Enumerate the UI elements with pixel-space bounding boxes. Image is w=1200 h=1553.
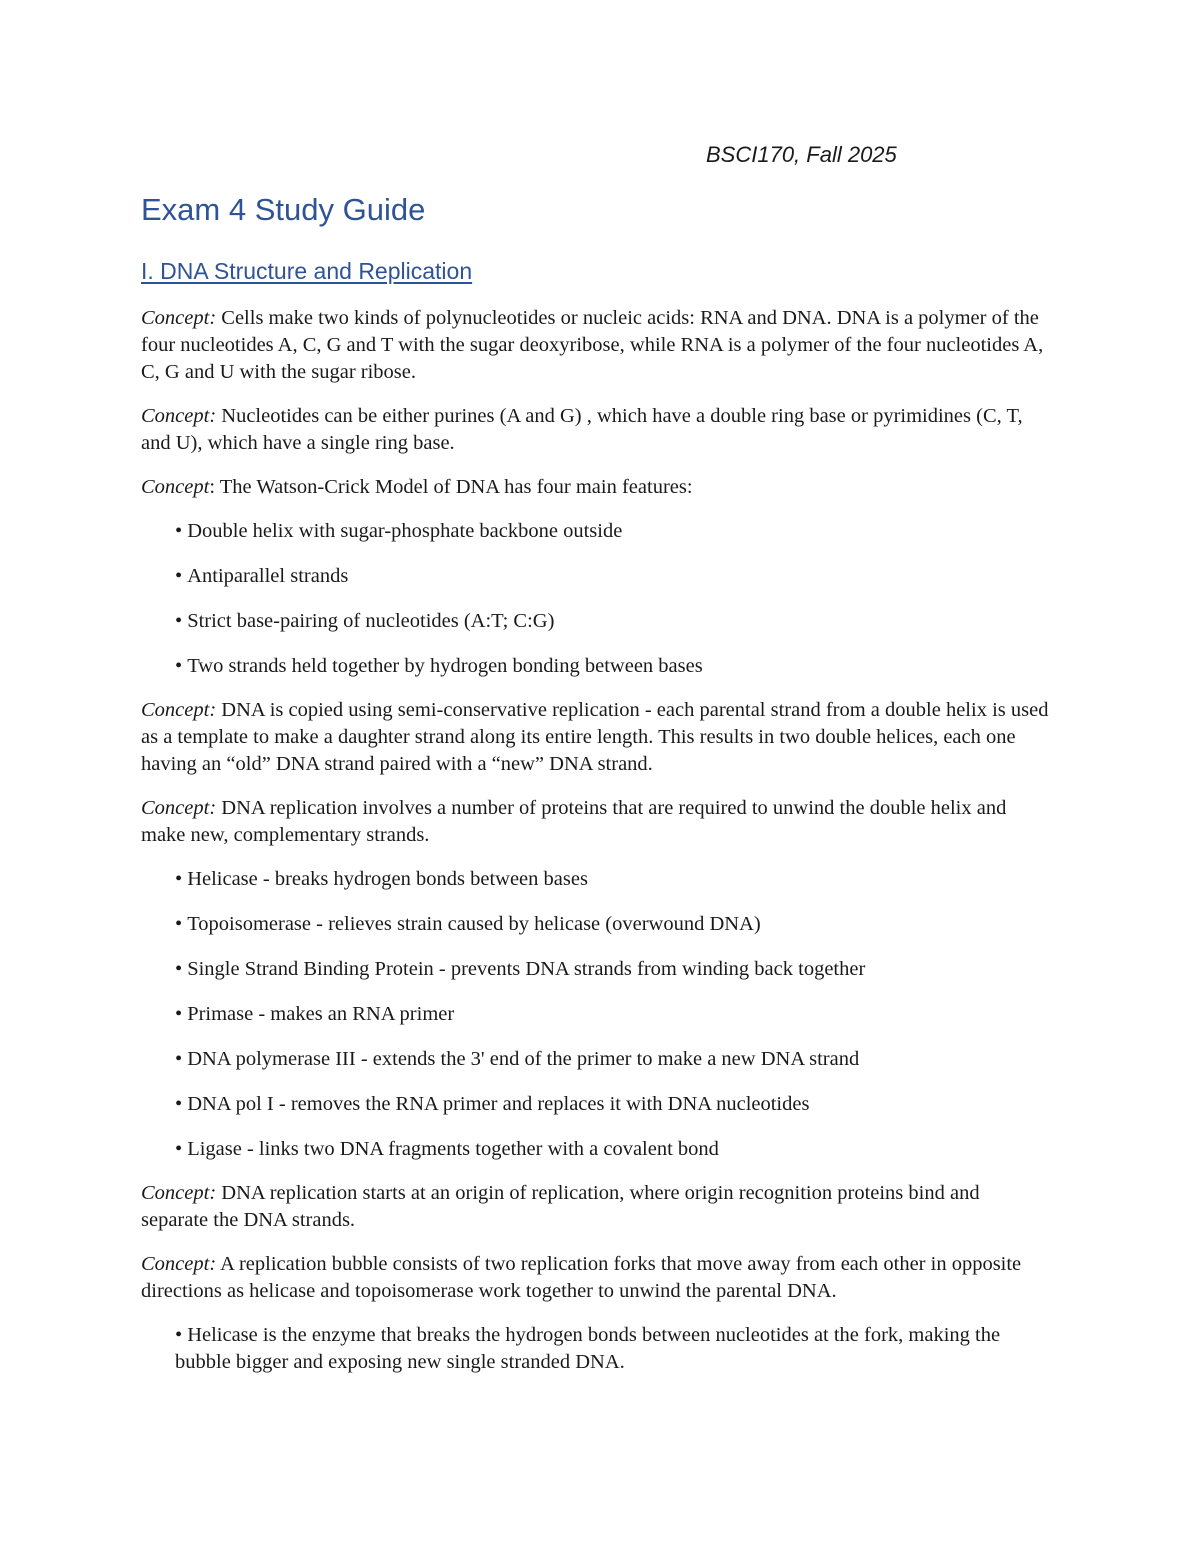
- bullet: •: [175, 1093, 183, 1115]
- bullet: •: [175, 868, 183, 890]
- concept-label: Concept: [141, 476, 210, 498]
- list-item-text: Single Strand Binding Protein - prevents DNA strands from winding back together: [187, 958, 866, 980]
- concept-paragraph: [141, 403, 1051, 457]
- bullet: •: [175, 565, 183, 587]
- concept-label: Concept:: [141, 797, 217, 819]
- bullet: •: [175, 1138, 183, 1160]
- list-item: [175, 1136, 1051, 1163]
- list-item: [175, 911, 1051, 938]
- study-guide-content: [141, 305, 1051, 1394]
- concept-paragraph: [141, 305, 1051, 386]
- bullet: •: [175, 1324, 183, 1346]
- list-item-text: Topoisomerase - relieves strain caused by helicase (overwound DNA): [187, 913, 761, 935]
- concept-text: Cells make two kinds of polynucleotides or nucleic acids: RNA and DNA. DNA is a polymer of the four nucleotides A, C, G and T with the sugar deoxyribose, while RNA is a polymer of the four nucleotides A, C, G and U with the sugar ribose.: [141, 307, 1044, 383]
- concept-text: DNA replication starts at an origin of replication, where origin recognition proteins bind and separate the DNA strands.: [141, 1182, 980, 1231]
- concept-label: Concept:: [141, 1182, 217, 1204]
- concept-text: DNA is copied using semi-conservative replication - each parental strand from a double helix is used as a template to make a daughter strand along its entire length. This results in two double helices, each one having an “old” DNA strand paired with a “new” DNA strand.: [141, 699, 1049, 775]
- list-item-text: Antiparallel strands: [187, 565, 349, 587]
- list-item: [175, 518, 1051, 545]
- replication-bubble-list: [141, 1322, 1051, 1376]
- section-heading: I. DNA Structure and Replication: [141, 258, 473, 284]
- list-item: [175, 1322, 1051, 1376]
- concept-paragraph: [141, 474, 1051, 501]
- concept-text: : The Watson-Crick Model of DNA has four main features:: [209, 476, 693, 498]
- replication-proteins-list: [141, 866, 1051, 1163]
- concept-text: A replication bubble consists of two replication forks that move away from each other in opposite directions as helicase and topoisomerase work together to unwind the parental DNA.: [141, 1253, 1022, 1302]
- concept-paragraph: [141, 697, 1051, 778]
- bullet: •: [175, 520, 183, 542]
- concept-label: Concept:: [141, 1253, 217, 1275]
- list-item-text: Helicase - breaks hydrogen bonds between bases: [187, 868, 588, 890]
- concept-label: Concept:: [141, 405, 217, 427]
- list-item-text: DNA polymerase III - extends the 3' end of the primer to make a new DNA strand: [187, 1048, 860, 1070]
- list-item: [175, 653, 1051, 680]
- concept-text: DNA replication involves a number of proteins that are required to unwind the double helix and make new, complementary strands.: [141, 797, 1007, 846]
- list-item-text: Two strands held together by hydrogen bonding between bases: [187, 655, 703, 677]
- list-item: [175, 1001, 1051, 1028]
- concept-label: Concept:: [141, 307, 217, 329]
- watson-crick-features-list: [141, 518, 1051, 680]
- concept-label: Concept:: [141, 699, 217, 721]
- list-item: [175, 1091, 1051, 1118]
- list-item: [175, 866, 1051, 893]
- bullet: •: [175, 1003, 183, 1025]
- bullet: •: [175, 1048, 183, 1070]
- concept-paragraph: [141, 795, 1051, 849]
- concept-paragraph: [141, 1251, 1051, 1305]
- list-item-text: DNA pol I - removes the RNA primer and replaces it with DNA nucleotides: [187, 1093, 810, 1115]
- bullet: •: [175, 610, 183, 632]
- page-title: Exam 4 Study Guide: [141, 192, 426, 227]
- bullet: •: [175, 913, 183, 935]
- list-item-text: Double helix with sugar-phosphate backbone outside: [187, 520, 623, 542]
- list-item: [175, 608, 1051, 635]
- course-header: BSCI170, Fall 2025: [706, 142, 897, 167]
- list-item-text: Primase - makes an RNA primer: [187, 1003, 455, 1025]
- list-item-text: Helicase is the enzyme that breaks the hydrogen bonds between nucleotides at the fork, making the bubble bigger and exposing new single stranded DNA.: [175, 1324, 1001, 1373]
- list-item-text: Strict base-pairing of nucleotides (A:T; C:G): [187, 610, 555, 632]
- bullet: •: [175, 958, 183, 980]
- concept-text: Nucleotides can be either purines (A and G) , which have a double ring base or pyrimidines (C, T, and U), which have a single ring base.: [141, 405, 1023, 454]
- concept-paragraph: [141, 1180, 1051, 1234]
- list-item: [175, 563, 1051, 590]
- list-item: [175, 1046, 1051, 1073]
- list-item-text: Ligase - links two DNA fragments together with a covalent bond: [187, 1138, 719, 1160]
- list-item: [175, 956, 1051, 983]
- bullet: •: [175, 655, 183, 677]
